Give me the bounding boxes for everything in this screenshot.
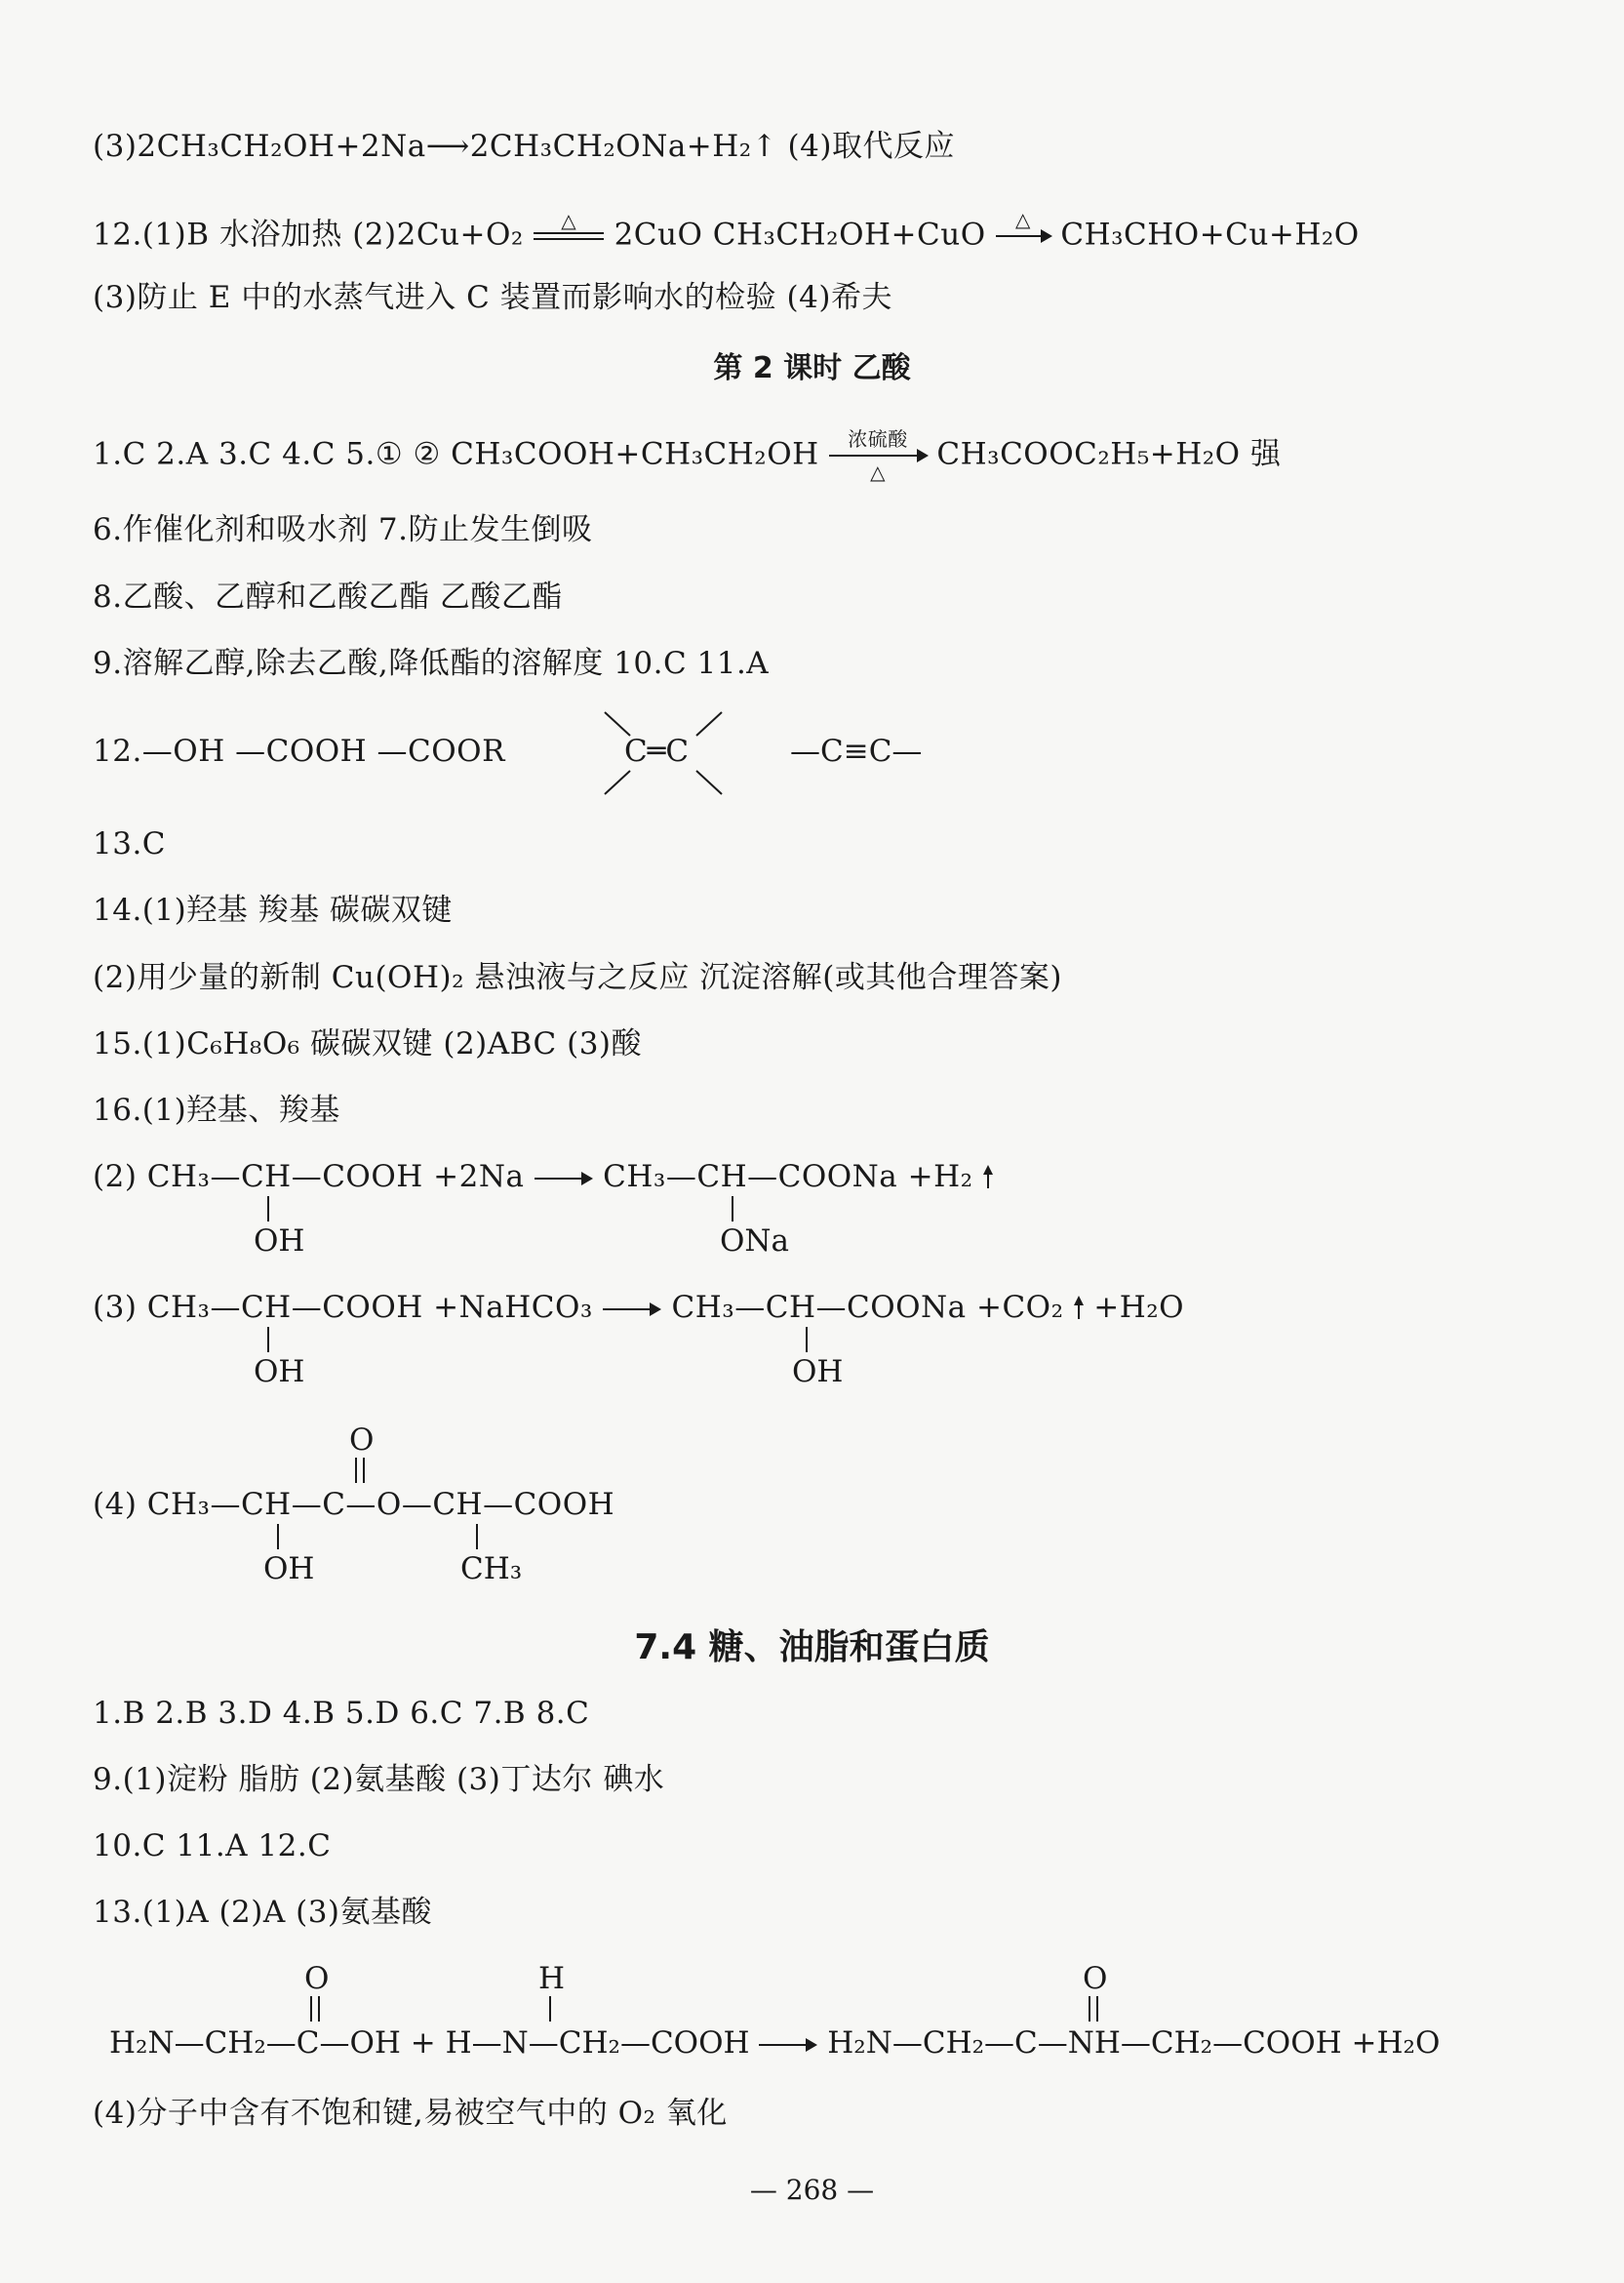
answer-line-15: 15.(1)C₆H₈O₆ 碳碳双键 (2)ABC (3)酸 [93, 1026, 643, 1061]
reactants: H₂N—CH₂—C—OH + H—N—CH₂—COOH [109, 2025, 750, 2061]
answer-line-14-1: 14.(1)羟基 羧基 碳碳双键 [93, 893, 453, 928]
amine-hydrogen: H [538, 1961, 566, 1996]
bond-line [732, 1196, 733, 1222]
heat-symbol: △ [561, 209, 577, 232]
gas-arrow-icon [1074, 1296, 1084, 1319]
answer-line-12-groups [93, 732, 505, 771]
reactant: (3) CH₃—CH—COOH +NaHCO₃ [93, 1290, 593, 1325]
double-bond-line [1089, 1996, 1098, 2022]
reaction-arrow [535, 1169, 593, 1188]
gas-arrow-icon [983, 1165, 993, 1188]
answer-line-16-1: 16.(1)羟基、羧基 [93, 1093, 340, 1128]
reactant: (2) CH₃—CH—COOH +2Na [93, 1159, 525, 1194]
reaction-arrow [603, 1300, 661, 1319]
reaction-arrow [759, 2035, 817, 2055]
answer-line-11-3: (3)2CH₃CH₂OH+2Na⟶2CH₃CH₂ONa+H₂↑ (4)取代反应 [93, 129, 955, 164]
answer-text: 12.—OH —COOH —COOR [93, 734, 505, 769]
products: H₂N—CH₂—C—NH—CH₂—COOH +H₂O [827, 2025, 1441, 2061]
answer-line-9-11: 9.溶解乙醇,除去乙酸,降低酯的溶解度 10.C 11.A [93, 646, 770, 681]
methyl-label: CH₃ [460, 1551, 523, 1586]
esterification-arrow [829, 429, 927, 482]
reaction-16-2 [93, 1157, 993, 1196]
answer-text: CH₃COOC₂H₅+H₂O 强 [936, 436, 1282, 472]
page-number: — 268 — [749, 2174, 875, 2206]
answer-line-14-2: (2)用少量的新制 Cu(OH)₂ 悬浊液与之反应 沉淀溶解(或其他合理答案) [93, 960, 1062, 995]
lesson-heading: 第 2 课时 乙酸 [713, 351, 911, 385]
acid-catalyst: 浓硫酸 [848, 427, 908, 451]
bond-line [549, 1996, 551, 2022]
carbonyl-oxygen: O [1083, 1961, 1108, 1996]
heat-arrow [996, 210, 1050, 262]
heat-symbol: △ [1015, 208, 1031, 231]
heat-symbol: △ [870, 461, 886, 484]
answer-line-8: 8.乙酸、乙醇和乙酸乙酯 乙酸乙酯 [93, 580, 563, 615]
bond-line [267, 1327, 269, 1352]
answer-text: 12.(1)B 水浴加热 (2)2Cu+O₂ [93, 217, 524, 253]
bond-line [806, 1327, 808, 1352]
answer-text: 1.C 2.A 3.C 4.C 5.① ② CH₃COOH+CH₃CH₂OH [93, 436, 819, 472]
structure-16-4: (4) CH₃—CH—C—O—CH—COOH [93, 1487, 615, 1522]
section-heading: 7.4 糖、油脂和蛋白质 [634, 1627, 990, 1667]
hydroxyl-label: OH [254, 1354, 305, 1389]
answer-text: 2CuO CH₃CH₂OH+CuO [614, 217, 986, 253]
alkyne-group: —C≡C— [790, 734, 923, 769]
carbonyl-oxygen: O [349, 1422, 375, 1458]
answer-line-10-12: 10.C 11.A 12.C [93, 1828, 332, 1863]
product: CH₃—CH—COONa +CO₂ [671, 1290, 1064, 1325]
heat-equal-sign [534, 211, 604, 261]
alkene-bonds [595, 710, 732, 798]
carbonyl-oxygen: O [304, 1961, 330, 1996]
answer-line-13: 13.C [93, 826, 167, 861]
answer-line-13-1: 13.(1)A (2)A (3)氨基酸 [93, 1895, 433, 1930]
reaction-16-3 [93, 1288, 1184, 1327]
reaction-13-3 [109, 2023, 1440, 2063]
answer-line-6-7: 6.作催化剂和吸水剂 7.防止发生倒吸 [93, 512, 593, 547]
alkene-group: C═C [624, 734, 690, 769]
bond-line [267, 1196, 269, 1222]
answer-line-12-1 [93, 210, 1360, 262]
bond-line [476, 1524, 478, 1549]
answer-line-12-3: (3)防止 E 中的水蒸气进入 C 装置而影响水的检验 (4)希夫 [93, 280, 892, 315]
answer-line-1-8: 1.B 2.B 3.D 4.B 5.D 6.C 7.B 8.C [93, 1696, 590, 1731]
product-water: +H₂O [1093, 1290, 1185, 1325]
answer-line-1-5 [93, 429, 1281, 482]
ona-label: ONa [720, 1223, 790, 1259]
double-bond-line [355, 1458, 365, 1483]
double-bond-line [310, 1996, 320, 2022]
answer-line-9: 9.(1)淀粉 脂肪 (2)氨基酸 (3)丁达尔 碘水 [93, 1762, 665, 1797]
answer-line-13-4: (4)分子中含有不饱和键,易被空气中的 O₂ 氧化 [93, 2096, 728, 2131]
hydroxyl-label: OH [792, 1354, 844, 1389]
bond-line [277, 1524, 279, 1549]
hydroxyl-label: OH [263, 1551, 315, 1586]
answer-text: CH₃CHO+Cu+H₂O [1060, 217, 1360, 253]
hydroxyl-label: OH [254, 1223, 305, 1259]
product: CH₃—CH—COONa +H₂ [603, 1159, 973, 1194]
